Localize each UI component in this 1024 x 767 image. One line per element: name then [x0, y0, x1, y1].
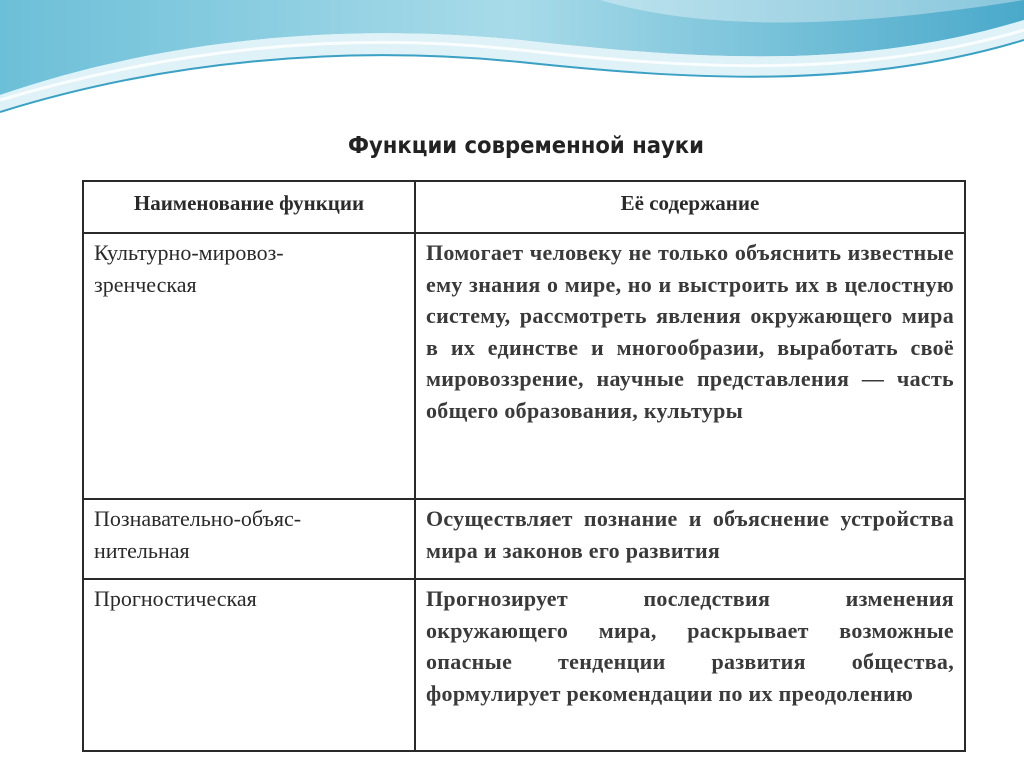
table-header-row [83, 181, 965, 233]
function-content: Осуществляет познание и объяснение устройства мира и законов его развития [415, 499, 965, 579]
function-name-cell [83, 499, 415, 579]
functions-table [82, 180, 966, 752]
function-name-cell [83, 579, 415, 751]
header-function-content: Её содержание [415, 181, 965, 233]
page-title: Функции современной науки [348, 133, 704, 159]
table-row [83, 499, 965, 579]
decorative-wave-header [0, 0, 1024, 140]
header-function-name: Наименование функции [83, 181, 415, 233]
function-name-cell [83, 233, 415, 499]
function-name: Познавательно-объяс- нительная [94, 506, 302, 563]
function-name: Культурно-мировоз- зренческая [94, 240, 284, 297]
function-name: Прогностическая [94, 586, 257, 611]
function-content: Прогнозирует последствия изменения окружающего мира, раскрывает возможные опасные тенденции развития общества, формулирует рекомендации по их преодолению [415, 579, 965, 751]
table-row [83, 579, 965, 751]
function-content: Помогает человеку не только объяснить известные ему знания о мире, но и выстроить их в целостную систему, рассмотреть явления окружающего мира в их единстве и многообразии, выработать своё мировоззрение, научные представления — часть общего образования, культуры [415, 233, 965, 499]
table-row [83, 233, 965, 499]
